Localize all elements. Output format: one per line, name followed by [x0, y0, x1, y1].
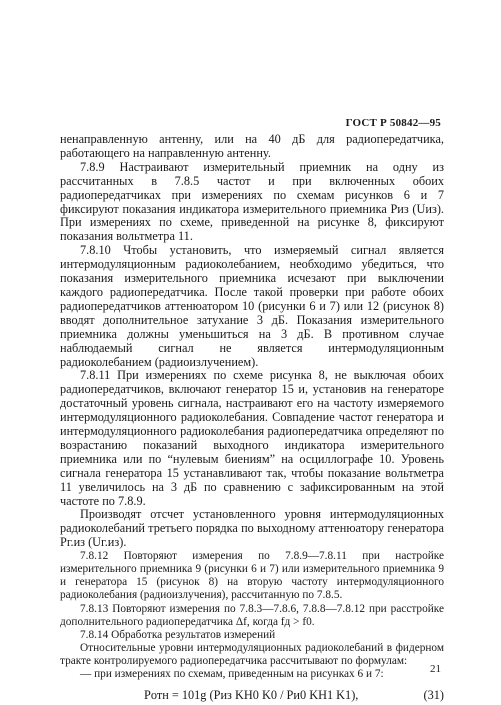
paragraph-7-8-9: 7.8.9 Настраивают измерительный приемник на одну из рассчитанных в 7.8.5 частот и при включенных обоих радиопередатчиках при измерениях по схемам рисунков 6 и 7 фиксируют показания индикатора измерительного приемника Pиз (Uиз). При измерениях по схеме, приведенной на рисунке 8, фиксируют показания вольтметра 11.	[60, 159, 444, 244]
formula-31	[60, 685, 444, 705]
paragraph-7-8-14: 7.8.14 Обработка результатов измерений	[80, 628, 276, 641]
formula-number: (31)	[423, 688, 444, 703]
paragraph-processing: Относительные уровни интермодуляционных радиоколебаний в фидерном тракте контролируемого радиопередатчика рассчитывают по формулам:	[60, 641, 444, 667]
paragraph-continuation: ненаправленную антенну, или на 40 дБ для радиопередатчика, работающего на направленную антенну.	[60, 132, 444, 160]
formula-expression: Pотн = 101g (Pиз KН0 K0 / Pи0 KН1 K1),	[144, 688, 359, 703]
paragraph-7-8-12: 7.8.12 Повторяют измерения по 7.8.9—7.8.11 при настройке измерительного приемника 9 (рисунки 6 и 7) или измерительного приемника 9 и генератора 15 (рисунок 8) на вторую частоту интермодуляционного радиоколебания (радиоизлучения), рассчитанную по 7.8.5.	[60, 550, 444, 602]
paragraph-7-8-11: 7.8.11 При измерениях по схеме рисунка 8, не выключая обоих радиопередатчиков, включают генератор 15 и, установив на генераторе достаточный уровень сигнала, настраивают его на частоту измеряемого интермодуляционного радиоколебания. Совпадение частот генератора и интермодуляционного радиоколебания радиопередатчика определяют по возрастанию показаний выходного индикатора измерительного приемника или по “нулевым биениям” на осциллографе 10. Уровень сигнала генератора 15 устанавливают так, чтобы показание вольтметра 11 увеличилось на 3 дБ по сравнению с зафиксированным на этой частоте по 7.8.9.	[60, 368, 444, 508]
document-header: ГОСТ Р 50842—95	[345, 117, 441, 129]
paragraph-7-8-13: 7.8.13 Повторяют измерения по 7.8.3—7.8.6, 7.8.8—7.8.12 при расстройке дополнительного радиопередатчика Δf, когда fд > f0.	[60, 602, 444, 628]
page-number: 21	[430, 663, 441, 675]
paragraph-scheme-intro: — при измерениях по схемам, приведенным на рисунках 6 и 7:	[80, 668, 384, 681]
document-body	[60, 133, 444, 705]
paragraph-7-8-10: 7.8.10 Чтобы установить, что измеряемый сигнал является интермодуляционным радиоколебанием, необходимо убедиться, что показания измерительного приемника исчезают при выключении каждого радиопередатчика. После такой проверки при работе обоих радиопередатчиков аттенюатором 10 (рисунки 6 и 7) или 12 (рисунок 8) вводят дополнительное затухание 3 дБ. Показания измерительного приемника должны уменьшиться на 3 дБ. В противном случае наблюдаемый сигнал не является интермодуляционным радиоколебанием (радиоизлучением).	[60, 243, 444, 369]
paragraph-reading: Производят отсчет установленного уровня интермодуляционных радиоколебаний третьего порядка по выходному аттенюатору генератора Pг.из (Uг.из).	[60, 507, 444, 550]
